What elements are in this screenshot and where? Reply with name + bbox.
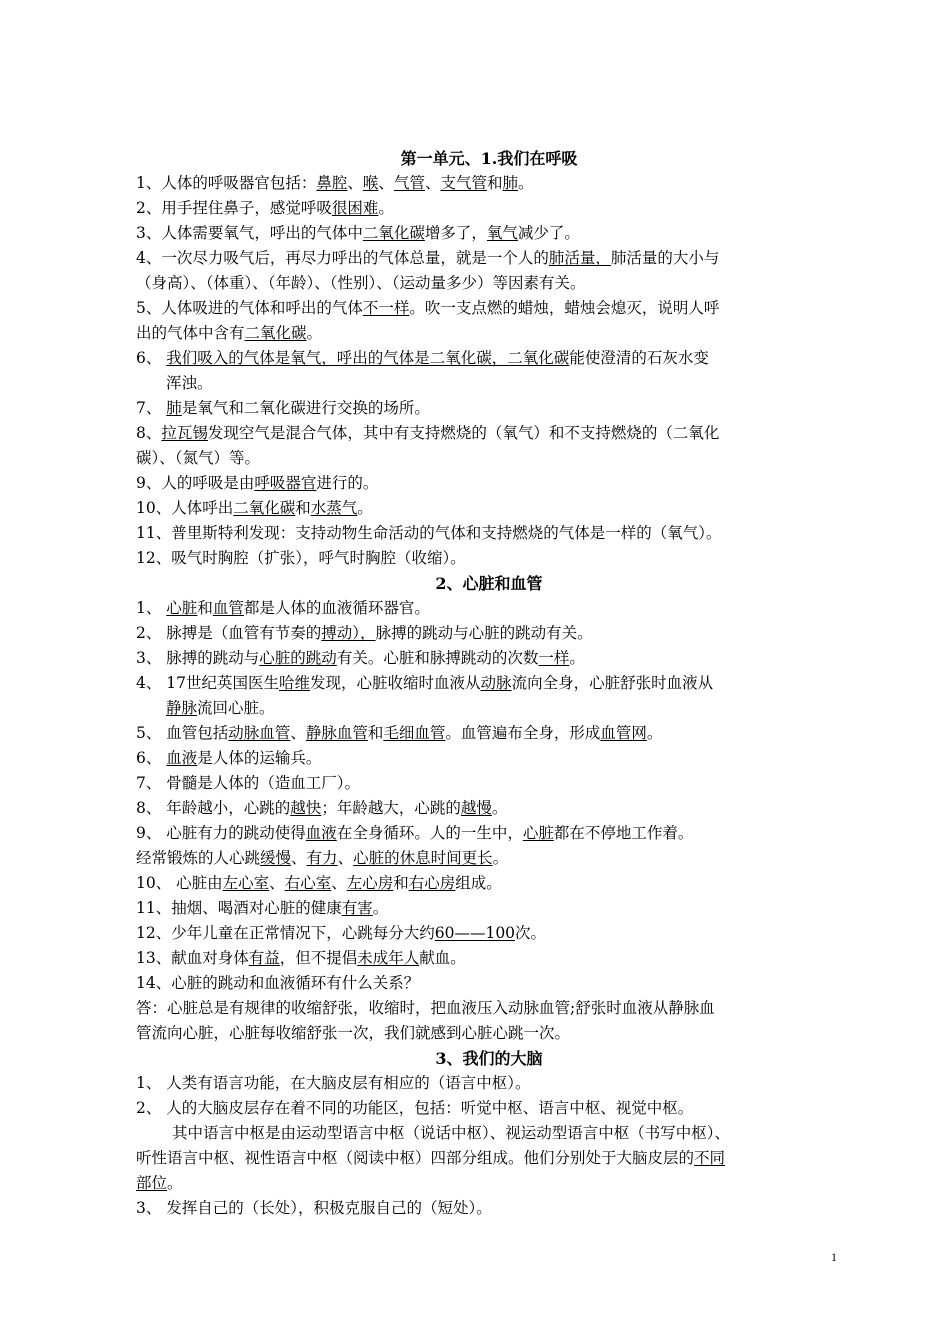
text-line: 4、一次尽力吸气后，再尽力呼出的气体总量，就是一个人的肺活量，肺活量的大小与 bbox=[136, 249, 720, 267]
text-line: 7、 肺是氧气和二氧化碳进行交换的场所。 bbox=[136, 399, 430, 417]
text-line: 碳）、（氮气）等。 bbox=[136, 449, 261, 467]
section-title-heart: 2、心脏和血管 bbox=[435, 574, 543, 593]
text-line: 5、 血管包括动脉血管、静脉血管和毛细血管。血管遍布全身，形成血管网。 bbox=[136, 724, 663, 742]
text-line: 3、 脉搏的跳动与心脏的跳动有关。心脏和脉搏跳动的次数一样。 bbox=[136, 649, 585, 667]
text-line: 浑浊。 bbox=[166, 374, 213, 392]
answer-line: 答：心脏总是有规律的收缩舒张，收缩时，把血液压入动脉血管;舒张时血液从静脉血 bbox=[136, 999, 715, 1017]
text-line: 9、 心脏有力的跳动使得血液在全身循环。人的一生中，心脏都在不停地工作着。 bbox=[136, 824, 694, 842]
text-line: 11、普里斯特利发现：支持动物生命活动的气体和支持燃烧的气体是一样的（氧气）。 bbox=[136, 524, 722, 542]
text-line: （身高）、（体重）、（年龄）、（性别）、（运动量多少）等因素有关。 bbox=[136, 274, 586, 292]
text-line: 10、 心脏由左心室、右心室、左心房和右心房组成。 bbox=[136, 874, 502, 892]
text-line: 12、吸气时胸腔（扩张），呼气时胸腔（收缩）。 bbox=[136, 549, 466, 567]
text-line: 13、献血对身体有益，但不提倡未成年人献血。 bbox=[136, 949, 466, 967]
text-line: 12、少年儿童在正常情况下，心跳每分大约60——100次。 bbox=[136, 924, 547, 942]
text-line: 8、拉瓦锡发现空气是混合气体，其中有支持燃烧的（氧气）和不支持燃烧的（二氧化 bbox=[136, 424, 720, 442]
section-title-brain: 3、我们的大脑 bbox=[435, 1049, 543, 1068]
text-line: 8、 年龄越小，心跳的越快；年龄越大，心跳的越慢。 bbox=[136, 799, 508, 817]
text-line: 1、 人类有语言功能，在大脑皮层有相应的（语言中枢）。 bbox=[136, 1074, 531, 1092]
text-line: 7、 骨髓是人体的（造血工厂）。 bbox=[136, 774, 361, 792]
text-line: 2、用手捏住鼻子，感觉呼吸很困难。 bbox=[136, 199, 394, 217]
text-line: 11、抽烟、喝酒对心脏的健康有害。 bbox=[136, 899, 389, 917]
text-line: 听性语言中枢、视性语言中枢（阅读中枢）四部分组成。他们分别处于大脑皮层的不同 bbox=[136, 1149, 726, 1167]
text-line: 6、 我们吸入的气体是氧气，呼出的气体是二氧化碳，二氧化碳能使澄清的石灰水变 bbox=[136, 349, 709, 367]
text-line: 10、人体呼出二氧化碳和水蒸气。 bbox=[136, 499, 373, 517]
text-line: 其中语言中枢是由运动型语言中枢（说话中枢）、视运动型语言中枢（书写中枢）、 bbox=[172, 1124, 731, 1142]
text-line: 14、心脏的跳动和血液循环有什么关系？ bbox=[136, 974, 420, 992]
text-line: 3、人体需要氧气，呼出的气体中二氧化碳增多了，氧气减少了。 bbox=[136, 224, 580, 242]
document-page bbox=[136, 146, 842, 1221]
text-line: 5、人体吸进的气体和呼出的气体不一样。吹一支点燃的蜡烛，蜡烛会熄灭，说明人呼 bbox=[136, 299, 720, 317]
text-line: 2、 脉搏是（血管有节奏的搏动），脉搏的跳动与心脏的跳动有关。 bbox=[136, 624, 593, 642]
text-line: 经常锻炼的人心跳缓慢、有力、心脏的休息时间更长。 bbox=[136, 849, 509, 867]
text-line: 9、人的呼吸是由呼吸器官进行的。 bbox=[136, 474, 379, 492]
text-line: 2、 人的大脑皮层存在着不同的功能区，包括：听觉中枢、语言中枢、视觉中枢。 bbox=[136, 1099, 694, 1117]
text-line: 静脉流回心脏。 bbox=[166, 699, 275, 717]
answer-line: 管流向心脏，心脏每收缩舒张一次，我们就感到心脏心跳一次。 bbox=[136, 1024, 571, 1042]
text-line: 部位。 bbox=[136, 1174, 183, 1192]
text-line: 6、 血液是人体的运输兵。 bbox=[136, 749, 322, 767]
text-line: 出的气体中含有二氧化碳。 bbox=[136, 324, 323, 342]
text-line: 3、 发挥自己的（长处），积极克服自己的（短处）。 bbox=[136, 1199, 492, 1217]
text-line: 1、人体的呼吸器官包括：鼻腔、喉、气管、支气管和肺。 bbox=[136, 174, 534, 192]
section-title-breathing: 第一单元、1.我们在呼吸 bbox=[400, 149, 578, 168]
text-line: 1、 心脏和血管都是人体的血液循环器官。 bbox=[136, 599, 430, 617]
text-line: 4、 17世纪英国医生哈维发现，心脏收缩时血液从动脉流向全身，心脏舒张时血液从 bbox=[136, 674, 714, 692]
